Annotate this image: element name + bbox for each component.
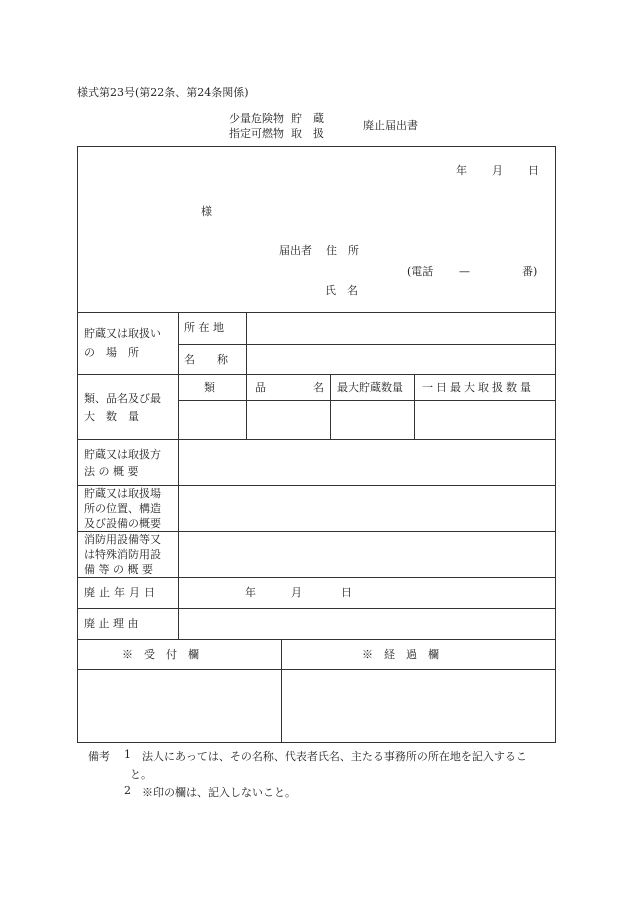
method-label-1: 貯蔵又は取扱方 [84,448,161,461]
notifier-label: 届出者 [279,244,312,257]
column-kind: 類 [204,381,215,394]
title-line1-left: 少量危険物 [229,112,284,125]
notes-prefix: 備考 [88,750,110,763]
column-daily-max: 一日最大取扱数量 [422,381,534,394]
document-title: 廃止届出書 [363,119,418,132]
facility-label-3: 及び設備の概要 [84,517,161,530]
divider [78,439,555,440]
fire-label-1: 消防用設備等又 [84,533,161,546]
abolish-date-label: 廃止年月日 [84,586,159,599]
divider [178,312,179,639]
notification-form [77,146,556,743]
divider [78,577,555,578]
form-number: 様式第23号(第22条、第24条関係) [77,86,249,99]
method-label-2: 法 の 概 要 [84,465,139,478]
phone-label: (電話 [407,265,434,278]
column-max-storage: 最大貯蔵数量 [337,381,403,394]
divider [178,344,555,345]
date-day: 日 [528,164,539,177]
note-1-text: 法人にあっては、その名称、代表者氏名、主たる事務所の所在地を記入するこ [142,750,527,763]
divider [78,608,555,609]
facility-label-2: 所の位置、構造 [84,502,161,515]
phone-dash: — [459,265,470,278]
divider [414,374,415,439]
note-1-continued: と。 [130,768,152,781]
name-label: 氏 名 [325,284,358,297]
column-item: 品 [255,381,266,394]
kind-label-2: 大 数 量 [84,410,139,423]
divider [246,312,247,439]
column-item-2: 名 [313,381,324,394]
location-label: 所 在 地 [184,321,224,334]
divider [178,400,555,401]
reception-label: ※ 受 付 欄 [122,648,199,661]
reason-label: 廃 止 理 由 [84,617,139,630]
phone-suffix: 番) [522,265,538,278]
title-line2-left: 指定可燃物 [229,127,284,140]
abolish-month: 月 [291,586,302,599]
date-year: 年 [456,164,467,177]
address-label: 住 所 [326,244,359,257]
abolish-day: 日 [341,586,352,599]
title-line2-right: 取 扱 [291,127,324,140]
divider [78,639,555,640]
divider [78,312,555,313]
date-month: 月 [492,164,503,177]
fire-label-2: は特殊消防用設 [84,548,161,561]
title-line1-right: 貯 蔵 [291,112,324,125]
divider [78,669,555,670]
addressee-suffix: 様 [201,205,212,218]
place-label-2: の 場 所 [84,346,139,359]
progress-label: ※ 経 過 欄 [362,648,439,661]
facility-label-1: 貯蔵又は取扱場 [84,487,161,500]
note-2-text: ※印の欄は、記入しないこと。 [142,786,296,799]
abolish-year: 年 [245,586,256,599]
fire-label-3: 備 等 の 概 要 [84,563,153,576]
note-2-number: 2 [124,784,131,797]
note-1-number: 1 [124,748,131,761]
facility-name-label: 名 称 [184,353,228,366]
divider [330,374,331,439]
place-label-1: 貯蔵又は取扱い [84,327,161,340]
divider [78,374,555,375]
divider [281,639,282,742]
kind-label-1: 類、品名及び最 [84,392,161,405]
